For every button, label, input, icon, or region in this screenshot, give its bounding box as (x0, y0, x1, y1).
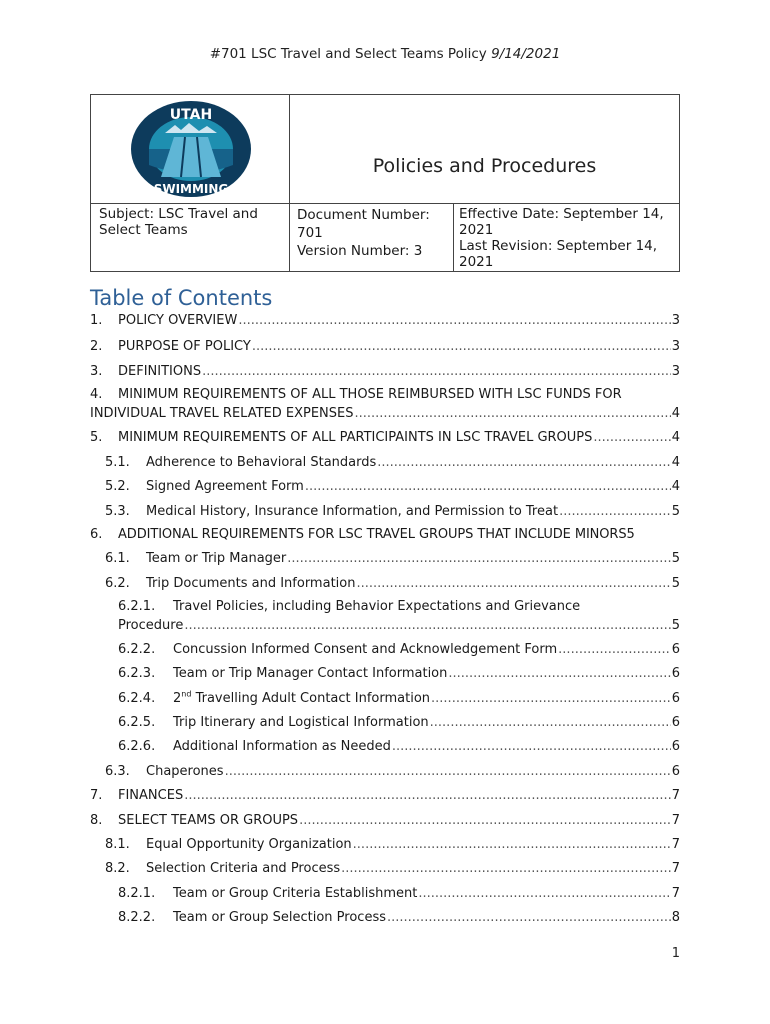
toc-entry[interactable]: 6.2.4. 2nd Travelling Adult Contact Information ..... 6 (118, 690, 680, 707)
effective-date: Effective Date: September 14, 2021 (459, 206, 664, 238)
toc-entry[interactable]: 5.2. Signed Agreement Form ..... 4 (105, 478, 680, 495)
toc-entry[interactable]: 1. POLICY OVERVIEW ..... 3 (90, 312, 680, 329)
toc-entry[interactable]: 8.2. Selection Criteria and Process ..... 7 (105, 860, 680, 877)
subject-cell (91, 204, 290, 271)
toc-entry-line1[interactable]: 6.2.1. Travel Policies, including Behavior Expectations and Grievance (118, 599, 581, 614)
document-header (0, 46, 770, 62)
toc-entry[interactable]: 6. ADDITIONAL REQUIREMENTS FOR LSC TRAVEL GROUPS THAT INCLUDE MINORS 5 (90, 527, 635, 542)
toc-entry[interactable]: 8.2.2. Team or Group Selection Process ..... 8 (118, 909, 680, 926)
subject-text: Subject: LSC Travel and Select Teams (99, 206, 258, 238)
title-cell (290, 95, 679, 204)
toc-entry[interactable]: 6.2.5. Trip Itinerary and Logistical Information ..... 6 (118, 714, 680, 731)
header-title: #701 LSC Travel and Select Teams Policy (209, 46, 487, 62)
logo-top-text: UTAH (169, 107, 213, 123)
toc-entry[interactable]: 5. MINIMUM REQUIREMENTS OF ALL PARTICIPAINTS IN LSC TRAVEL GROUPS ..... 4 (90, 429, 680, 446)
toc-entry[interactable]: 5.1. Adherence to Behavioral Standards ..... 4 (105, 454, 680, 471)
version-number: Version Number: 3 (297, 243, 423, 259)
header-date: 9/14/2021 (491, 46, 561, 62)
policy-title: Policies and Procedures (372, 155, 597, 177)
toc-entry[interactable]: 6.2.3. Team or Trip Manager Contact Information ..... 6 (118, 665, 680, 682)
toc-entry[interactable]: 8.1. Equal Opportunity Organization ..... 7 (105, 836, 680, 853)
toc-heading: Table of Contents (90, 286, 273, 310)
toc-entry[interactable]: 3. DEFINITIONS ..... 3 (90, 363, 680, 380)
policy-info-table (90, 94, 680, 272)
toc-entry[interactable]: 5.3. Medical History, Insurance Information, and Permission to Treat ..... 5 (105, 503, 680, 520)
toc-entry[interactable]: 8.2.1. Team or Group Criteria Establishment ..... 7 (118, 885, 680, 902)
document-number-cell (290, 204, 454, 271)
toc-entry[interactable]: 8. SELECT TEAMS OR GROUPS ..... 7 (90, 812, 680, 829)
utah-swimming-logo (129, 99, 253, 199)
toc-entry[interactable]: 6.1. Team or Trip Manager ..... 5 (105, 550, 680, 567)
effective-date-cell (454, 204, 679, 271)
toc-entry[interactable]: INDIVIDUAL TRAVEL RELATED EXPENSES ..... 4 (90, 405, 680, 422)
last-revision: Last Revision: September 14, 2021 (459, 238, 658, 270)
toc-entry[interactable]: 7. FINANCES ..... 7 (90, 787, 680, 804)
toc-entry[interactable]: 6.2.2. Concussion Informed Consent and Acknowledgement Form ..... 6 (118, 641, 680, 658)
toc-entry[interactable]: 2. PURPOSE OF POLICY ..... 3 (90, 338, 680, 355)
page-number: 1 (671, 946, 680, 961)
toc-entry-line1[interactable]: 4. MINIMUM REQUIREMENTS OF ALL THOSE REIMBURSED WITH LSC FUNDS FOR (90, 387, 622, 402)
toc-entry[interactable]: 6.3. Chaperones ..... 6 (105, 763, 680, 780)
document-number-label: Document Number: (297, 207, 430, 223)
toc-entry[interactable]: 6.2. Trip Documents and Information ..... 5 (105, 575, 680, 592)
toc-entry[interactable]: 6.2.6. Additional Information as Needed ..... 6 (118, 738, 680, 755)
logo-cell (91, 95, 290, 204)
document-number-value: 701 (297, 225, 323, 241)
toc-entry[interactable]: Procedure ..... 5 (118, 617, 680, 634)
logo-bottom-text: SWIMMING (153, 182, 229, 196)
